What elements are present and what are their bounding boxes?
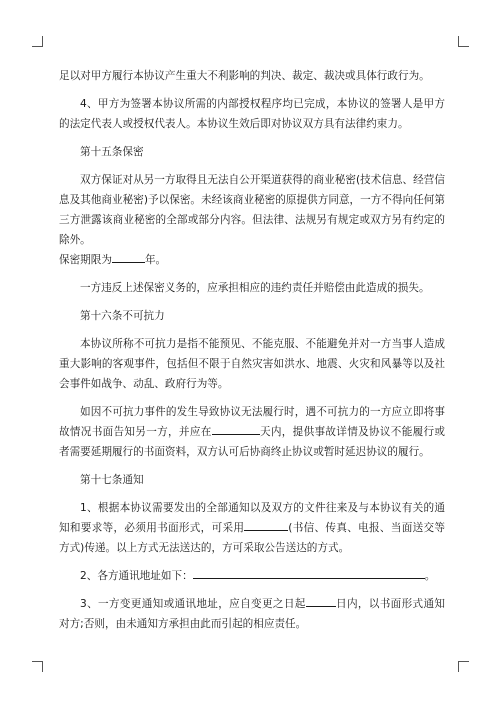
paragraph-addresses — [59, 566, 445, 586]
period-unit: 年。 — [144, 254, 167, 266]
paragraph-address-change — [59, 594, 445, 634]
address-end: 。 — [424, 570, 436, 582]
method-blank-field[interactable] — [244, 518, 288, 531]
force-majeure-text-b: 天内，提供事故详情及协议不能履行或者需要延期履行的书面资料，双方认可后协商终止协议或暂时延迟协议的履行。 — [59, 426, 446, 458]
force-majeure-text-a: 如因不可抗力事件的发生导致协议无法履行时，遇不可抗力的一方应立即将事故情况书面告知另一方，并应在 — [59, 406, 445, 438]
crop-mark-top-right — [458, 36, 469, 47]
paragraph-notice-method — [59, 498, 445, 558]
address-change-text-b: 日内，以书面形式通知对方;否则，由未通知方承担由此而引起的相应责任。 — [59, 598, 445, 630]
heading-article-17: 第十七条通知 — [80, 474, 144, 486]
document-body — [59, 66, 445, 642]
notice-method-text-a: 1、根据本协议需要发出的全部通知以及双方的文件往来及与本协议有关的通知和要求等，必须用书面形式，可采用 — [59, 502, 445, 534]
crop-mark-top-left — [32, 36, 43, 47]
paragraph-confidentiality — [59, 170, 445, 250]
paragraph-breach: 一方违反上述保密义务的，应承担相应的违约责任并赔偿由此造成的损失。 — [80, 282, 430, 294]
paragraph-confidentiality-period — [59, 250, 445, 270]
crop-mark-bottom-left — [32, 661, 43, 672]
change-days-blank-field[interactable] — [306, 594, 336, 607]
paragraph-clause-4: 4、甲方为签署本协议所需的内部授权程序均已完成，本协议的签署人是甲方的法定代表人或授权代表人。本协议生效后即对协议双方具有法律约束力。 — [59, 98, 445, 130]
heading-article-16: 第十六条不可抗力 — [80, 310, 165, 322]
period-label: 保密期限为 — [59, 254, 112, 266]
paragraph-force-majeure-notice — [59, 402, 445, 462]
period-blank-field[interactable] — [112, 250, 145, 263]
address-blank-field[interactable] — [193, 566, 425, 579]
days-blank-field[interactable] — [212, 422, 260, 435]
address-label: 2、各方通讯地址如下： — [80, 570, 193, 582]
confidentiality-text: 双方保证对从另一方取得且无法自公开渠道获得的商业秘密(技术信息、经营信息及其他商业秘密)予以保密。未经该商业秘密的原提供方同意，一方不得向任何第三方泄露该商业秘密的全部或部分内容。但法律、法规另有规定或双方另有约定的除外。 — [59, 174, 445, 246]
paragraph-force-majeure-definition: 本协议所称不可抗力是指不能预见、不能克服、不能避免并对一方当事人造成重大影响的客观事件，包括但不限于自然灾害如洪水、地震、火灾和风暴等以及社会事件如战争、动乱、政府行为等。 — [59, 338, 445, 390]
crop-mark-bottom-right — [458, 661, 469, 672]
notice-method-text-b: (书信、传真、电报、当面送交等方式)传递。以上方式无法送达的，方可采取公告送达的方式。 — [59, 522, 445, 554]
heading-article-15: 第十五条保密 — [80, 146, 144, 158]
paragraph-continuation: 足以对甲方履行本协议产生重大不利影响的判决、裁定、裁决或具体行政行为。 — [59, 70, 430, 82]
address-change-text-a: 3、一方变更通知或通讯地址，应自变更之日起 — [80, 598, 306, 610]
